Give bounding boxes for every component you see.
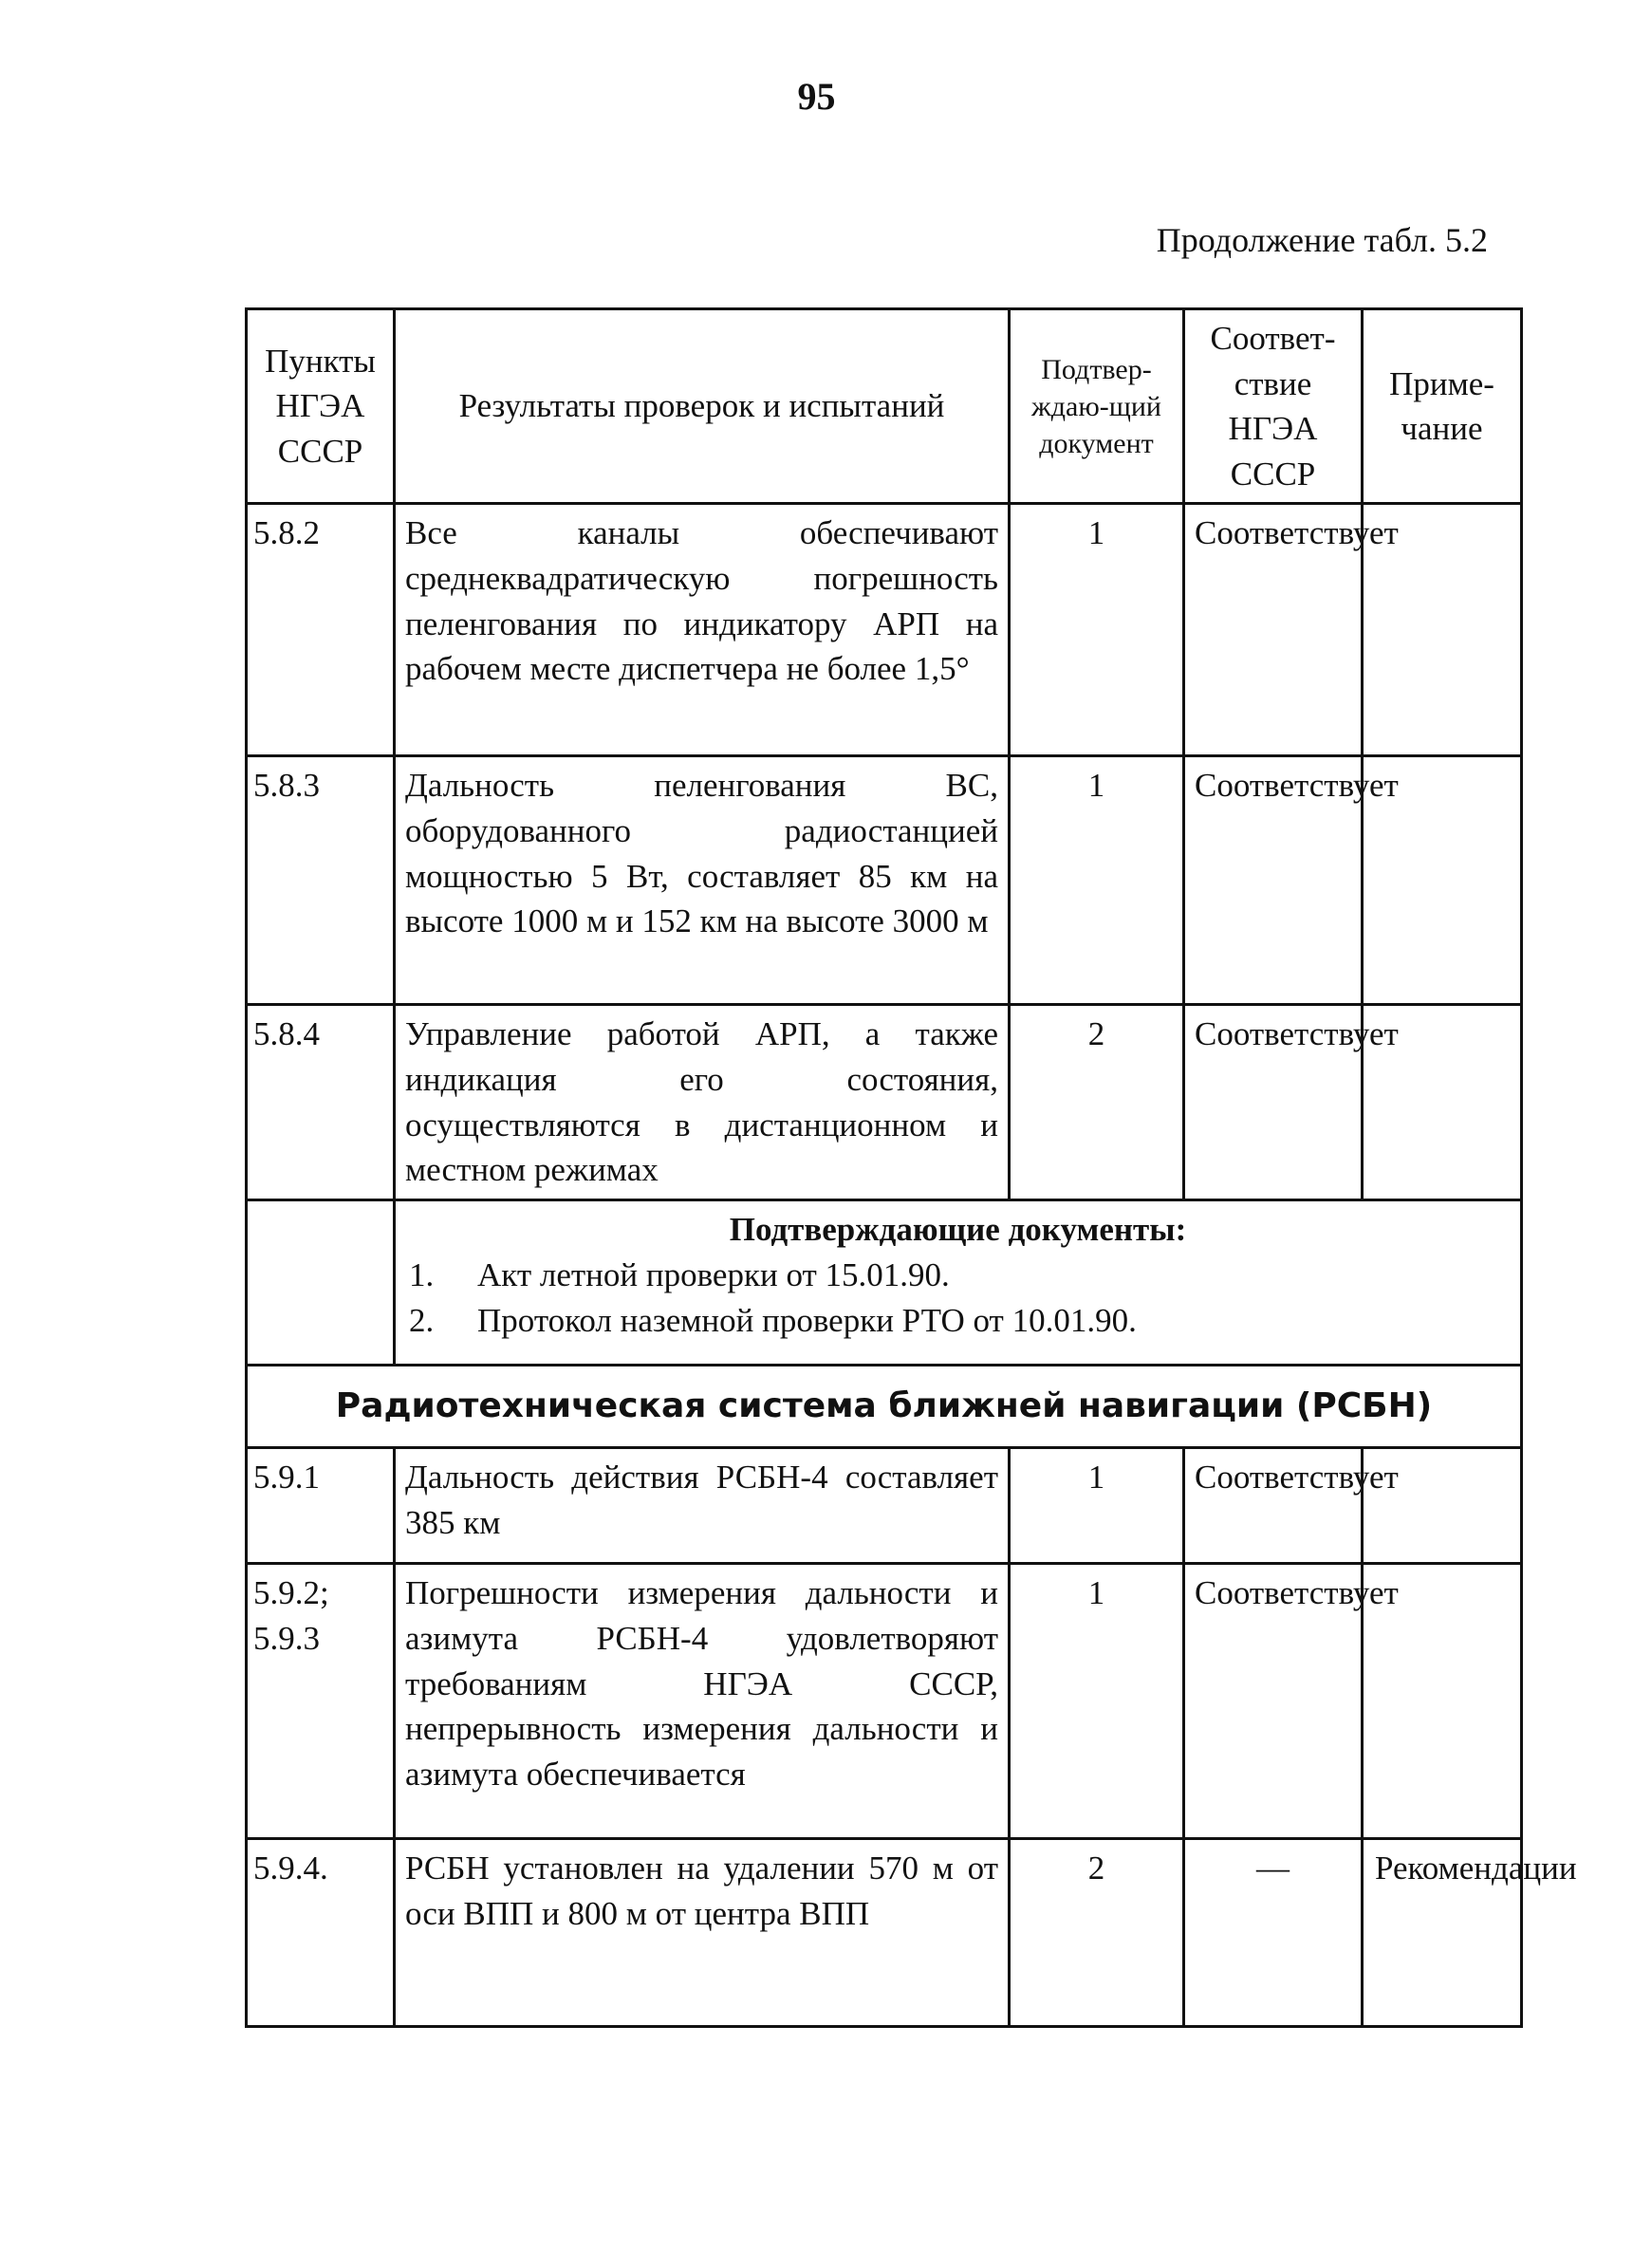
section-row <box>247 1366 1522 1448</box>
empty-cell <box>247 1200 395 1366</box>
header-items: Пункты НГЭА СССР <box>247 309 395 504</box>
result-text: Управление работой АРП, а также индикация его состояния, осуществляются в дистанционном и местном режимах <box>395 1005 1010 1200</box>
confirming-docs <box>395 1200 1522 1366</box>
list-item-text: Акт летной проверки от 15.01.90. <box>477 1255 950 1293</box>
header-note: Приме-чание <box>1363 309 1522 504</box>
confirming-docs-row <box>247 1200 1522 1366</box>
compliance: — <box>1184 1839 1363 2027</box>
item-number: 5.8.2 <box>247 504 395 756</box>
confirming-docs-title: Подтверждающие документы: <box>729 1211 1187 1249</box>
page-number: 95 <box>797 75 836 118</box>
document-number: 1 <box>1010 504 1184 756</box>
result-text: Дальность пеленгования ВС, оборудованного радиостанцией мощностью 5 Вт, составляет 85 км на высоте 1000 м и 152 км на высоте 3000 м <box>395 756 1010 1005</box>
item-number: 5.8.4 <box>247 1005 395 1200</box>
list-item <box>405 1298 1511 1344</box>
document-number: 2 <box>1010 1005 1184 1200</box>
item-number: 5.9.2; 5.9.3 <box>247 1564 395 1839</box>
item-number: 5.9.1 <box>247 1448 395 1564</box>
compliance: Соответствует <box>1184 1448 1363 1564</box>
item-number: 5.8.3 <box>247 756 395 1005</box>
table-header-row <box>247 309 1522 504</box>
list-item-text: Протокол наземной проверки РТО от 10.01.90. <box>477 1301 1137 1339</box>
table-row <box>247 1005 1522 1200</box>
compliance: Соответствует <box>1184 1564 1363 1839</box>
document-number: 1 <box>1010 756 1184 1005</box>
list-item <box>405 1253 1511 1298</box>
item-number: 5.9.4. <box>247 1839 395 2027</box>
list-item-number: 1. <box>409 1255 435 1293</box>
result-text: Дальность действия РСБН-4 составляет 385 км <box>395 1448 1010 1564</box>
note: Рекомендации <box>1363 1839 1522 2027</box>
header-compliance: Соответ-ствие НГЭА СССР <box>1184 309 1363 504</box>
table-row <box>247 756 1522 1005</box>
compliance: Соответствует <box>1184 504 1363 756</box>
table-row <box>247 1448 1522 1564</box>
table-row <box>247 1839 1522 2027</box>
result-text: Все каналы обеспечивают среднеквадратическую погрешность пеленгования по индикатору АРП на рабочем месте диспетчера не более 1,5° <box>395 504 1010 756</box>
table-row <box>247 1564 1522 1839</box>
table-row <box>247 504 1522 756</box>
result-text: Погрешности измерения дальности и азимута РСБН-4 удовлетворяют требованиям НГЭА СССР, непрерывность измерения дальности и азимута обеспечивается <box>395 1564 1010 1839</box>
header-results: Результаты проверок и испытаний <box>395 309 1010 504</box>
table-caption: Продолжение табл. 5.2 <box>1156 221 1488 259</box>
confirming-docs-list <box>405 1253 1511 1343</box>
results-table <box>245 307 1577 2028</box>
compliance: Соответствует <box>1184 1005 1363 1200</box>
compliance: Соответствует <box>1184 756 1363 1005</box>
document-number: 1 <box>1010 1564 1184 1839</box>
document-number: 2 <box>1010 1839 1184 2027</box>
header-document: Подтвер-ждаю-щий документ <box>1010 309 1184 504</box>
section-title: Радиотехническая система ближней навигации (РСБН) <box>247 1366 1522 1448</box>
document-number: 1 <box>1010 1448 1184 1564</box>
list-item-number: 2. <box>409 1301 435 1339</box>
result-text: РСБН установлен на удалении 570 м от оси ВПП и 800 м от центра ВПП <box>395 1839 1010 2027</box>
